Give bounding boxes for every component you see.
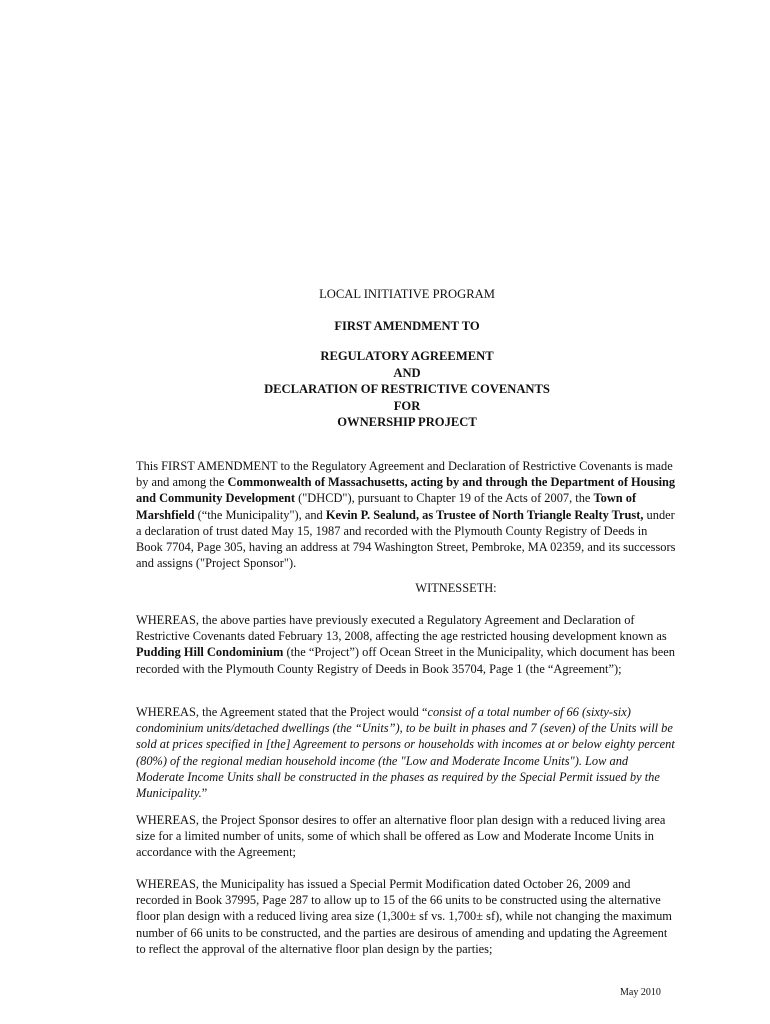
whereas-paragraph-4: WHEREAS, the Municipality has issued a Special Permit Modification dated October 26, 2009 and recorded in Book 37995, Page 287 to allow up to 15 of the 66 units to be constructed using the alternative floor plan design with a reduced living area size (1,300± sf vs. 1,700± sf), while not changing the maximum number of 66 units to be constructed, and the parties are desirous of amending and updating the Agreement to reflect the approval of the alternative floor plan design by the parties; [136, 877, 672, 956]
amendment-title: FIRST AMENDMENT TO [334, 319, 480, 333]
agreement-title-line: AND [393, 365, 421, 380]
agreement-title-line: FOR [393, 398, 421, 413]
agreement-title-line: REGULATORY AGREEMENT [320, 349, 494, 363]
whereas-paragraph-2: WHEREAS, the Agreement stated that the Project would “consist of a total number of 66 (sixty-six) condominium units/detached dwellings (the “Units”), to be built in phases and 7 (seven) of the Units will be sold at prices specified in [the] Agreement to persons or households with incomes at or below eighty percent (80%) of the regional median household income (the "Low and Moderate Income Units"). Low and Moderate Income Units shall be constructed in the phases as required by the Special Permit issued by the Municipality.” [136, 705, 675, 801]
whereas-paragraph-3: WHEREAS, the Project Sponsor desires to offer an alternative floor plan design with a reduced living area size for a limited number of units, some of which shall be offered as Low and Moderate Income Units in accordance with the Agreement; [136, 813, 666, 860]
footer-date: May 2010 [620, 987, 661, 998]
agreement-title [0, 348, 770, 431]
whereas-paragraph-1: WHEREAS, the above parties have previously executed a Regulatory Agreement and Declaration of Restrictive Covenants dated February 13, 2008, affecting the age restricted housing development known as Pudding Hill Condominium (the “Project”) off Ocean Street in the Municipality, which document has been recorded with the Plymouth County Registry of Deeds in Book 35704, Page 1 (the “Agreement”); [136, 613, 675, 676]
program-title: LOCAL INITIATIVE PROGRAM [319, 287, 495, 301]
agreement-title-line: DECLARATION OF RESTRICTIVE COVENANTS [264, 382, 550, 396]
witnesseth-heading: WITNESSETH: [415, 581, 497, 595]
agreement-title-line: OWNERSHIP PROJECT [337, 415, 477, 429]
intro-paragraph: This FIRST AMENDMENT to the Regulatory Agreement and Declaration of Restrictive Covenants is made by and among the Commonwealth of Massachusetts, acting by and through the Department of Housing and Community Development ("DHCD"), pursuant to Chapter 19 of the Acts of 2007, the Town of Marshfield (“the Municipality"), and Kevin P. Sealund, as Trustee of North Triangle Realty Trust, under a declaration of trust dated May 15, 1987 and recorded with the Plymouth County Registry of Deeds in Book 7704, Page 305, having an address at 794 Washington Street, Pembroke, MA 02359, and its successors and assigns ("Project Sponsor"). [136, 459, 676, 571]
